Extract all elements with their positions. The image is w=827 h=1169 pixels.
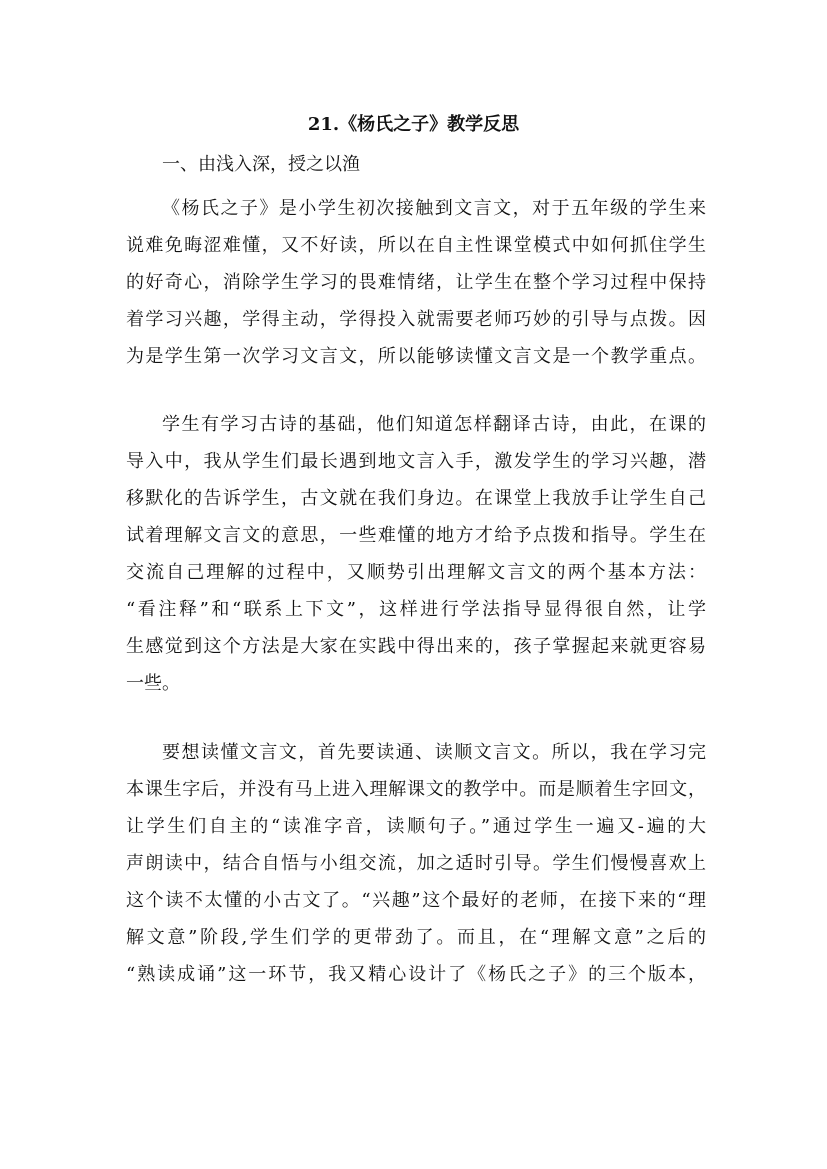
paragraph-line: 试着理解文言文的意思，一些难懂的地方才给予点拨和指导。学生在 — [126, 525, 706, 546]
paragraph-line: “熟读成诵”这一环节，我又精心设计了《杨氏之子》的三个版本， — [126, 964, 706, 985]
section-heading: 一、由浅入深，授之以渔 — [162, 154, 360, 175]
paragraph-line: 的好奇心，消除学生学习的畏难情绪，让学生在整个学习过程中保持 — [126, 272, 706, 293]
paragraph-line: 交流自己理解的过程中，又顺势引出理解文言文的两个基本方法： — [126, 562, 706, 583]
paragraph-line: 移默化的告诉学生，古文就在我们身边。在课堂上我放手让学生自己 — [126, 488, 706, 509]
paragraph-line: 这个读不太懂的小古文了。“兴趣”这个最好的老师，在接下来的“理 — [126, 890, 706, 911]
paragraph-line: 让学生们自主的“读准字音，读顺句子。”通过学生一遍又-遍的大 — [126, 816, 706, 837]
paragraph-line: 学生有学习古诗的基础，他们知道怎样翻译古诗，由此，在课的 — [162, 414, 706, 435]
paragraph-line: 为是学生第一次学习文言文，所以能够读懂文言文是一个教学重点。 — [126, 346, 706, 367]
paragraph-line: 生感觉到这个方法是大家在实践中得出来的，孩子掌握起来就更容易 — [126, 636, 706, 657]
paragraph-line: 解文意”阶段,学生们学的更带劲了。而且，在“理解文意”之后的 — [126, 927, 706, 948]
paragraph-line: “看注释”和“联系上下文”，这样进行学法指导显得很自然，让学 — [126, 599, 706, 620]
paragraph-line: 要想读懂文言文，首先要读通、读顺文言文。所以，我在学习完 — [162, 742, 706, 763]
paragraph-line: 说难免晦涩难懂，又不好读，所以在自主性课堂模式中如何抓住学生 — [126, 235, 706, 256]
paragraph-line: 声朗读中，结合自悟与小组交流，加之适时引导。学生们慢慢喜欢上 — [126, 853, 706, 874]
paragraph-line: 本课生字后，并没有马上进入理解课文的教学中。而是顺着生字回文， — [126, 779, 706, 800]
paragraph-line: 着学习兴趣，学得主动，学得投入就需要老师巧妙的引导与点拨。因 — [126, 309, 706, 330]
paragraph-line: 《杨氏之子》是小学生初次接触到文言文，对于五年级的学生来 — [162, 198, 706, 219]
document-title: 21.《杨氏之子》教学反思 — [307, 114, 520, 135]
paragraph-line: 导入中，我从学生们最长遇到地文言入手，激发学生的学习兴趣，潜 — [126, 451, 706, 472]
paragraph-line: 一些。 — [126, 673, 180, 694]
